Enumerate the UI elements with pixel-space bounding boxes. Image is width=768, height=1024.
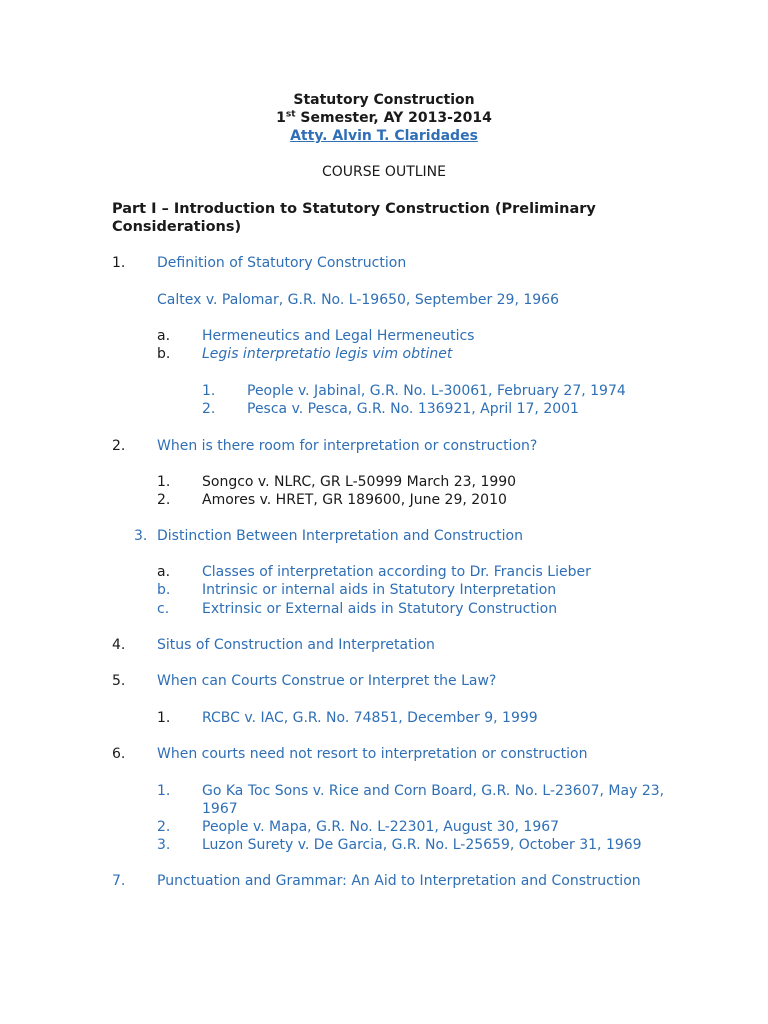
sub-item-letter: a.: [157, 564, 171, 580]
case-citation-continued: 1967: [202, 801, 238, 817]
case-number: 1.: [157, 474, 171, 490]
case-citation: RCBC v. IAC, G.R. No. 74851, December 9, 1999: [202, 710, 538, 726]
item-number: 6.: [112, 746, 126, 762]
sub-item-letter: b.: [157, 346, 171, 362]
author-link[interactable]: Atty. Alvin T. Claridades: [290, 128, 478, 144]
part-heading: Part I – Introduction to Statutory Construction (Preliminary Considerations): [112, 201, 596, 235]
case-citation: People v. Jabinal, G.R. No. L-30061, February 27, 1974: [247, 383, 626, 399]
item-label: Punctuation and Grammar: An Aid to Interpretation and Construction: [157, 873, 641, 889]
item-number: 3.: [134, 528, 148, 544]
case-citation: People v. Mapa, G.R. No. L-22301, August 30, 1967: [202, 819, 560, 835]
item-number: 5.: [112, 673, 126, 689]
case-citation: Go Ka Toc Sons v. Rice and Corn Board, G.R. No. L-23607, May 23,: [202, 783, 665, 799]
sub-item-label: Intrinsic or internal aids in Statutory Interpretation: [202, 582, 557, 598]
case-number: 2.: [202, 401, 216, 417]
semester-ordinal: st: [285, 109, 296, 120]
item-label: When is there room for interpretation or construction?: [157, 438, 538, 454]
item-number: 7.: [112, 873, 126, 889]
case-number: 2.: [157, 492, 171, 508]
item-label: Situs of Construction and Interpretation: [157, 637, 435, 653]
case-citation: Caltex v. Palomar, G.R. No. L-19650, September 29, 1966: [157, 292, 559, 308]
case-number: 1.: [157, 783, 171, 799]
item-number: 2.: [112, 438, 126, 454]
case-citation: Pesca v. Pesca, G.R. No. 136921, April 17, 2001: [247, 401, 579, 417]
item-label: Distinction Between Interpretation and Construction: [157, 528, 523, 544]
case-number: 3.: [157, 837, 171, 853]
author-line: [0, 128, 768, 144]
case-number: 1.: [157, 710, 171, 726]
sub-item-letter: a.: [157, 328, 171, 344]
course-outline-heading: COURSE OUTLINE: [321, 164, 447, 180]
case-citation: Songco v. NLRC, GR L-50999 March 23, 1990: [202, 474, 517, 490]
sub-item-label: Classes of interpretation according to Dr. Francis Lieber: [202, 564, 591, 580]
sub-item-letter: b.: [157, 582, 171, 598]
case-citation: Amores v. HRET, GR 189600, June 29, 2010: [202, 492, 507, 508]
case-number: 1.: [202, 383, 216, 399]
sub-item-label: Legis interpretatio legis vim obtinet: [202, 346, 453, 362]
item-label: When courts need not resort to interpretation or construction: [157, 746, 588, 762]
sub-item-label: Extrinsic or External aids in Statutory Construction: [202, 601, 558, 617]
item-number: 1.: [112, 255, 126, 271]
semester-line: [0, 110, 768, 126]
semester-number: 1: [276, 110, 286, 126]
item-label: When can Courts Construe or Interpret the Law?: [157, 673, 497, 689]
case-citation: Luzon Surety v. De Garcia, G.R. No. L-25659, October 31, 1969: [202, 837, 642, 853]
sub-item-letter: c.: [157, 601, 170, 617]
case-number: 2.: [157, 819, 171, 835]
item-label: Definition of Statutory Construction: [157, 255, 407, 271]
item-number: 4.: [112, 637, 126, 653]
semester-text: Semester, AY 2013-2014: [295, 110, 492, 126]
doc-title: Statutory Construction: [293, 92, 475, 108]
sub-item-label: Hermeneutics and Legal Hermeneutics: [202, 328, 475, 344]
